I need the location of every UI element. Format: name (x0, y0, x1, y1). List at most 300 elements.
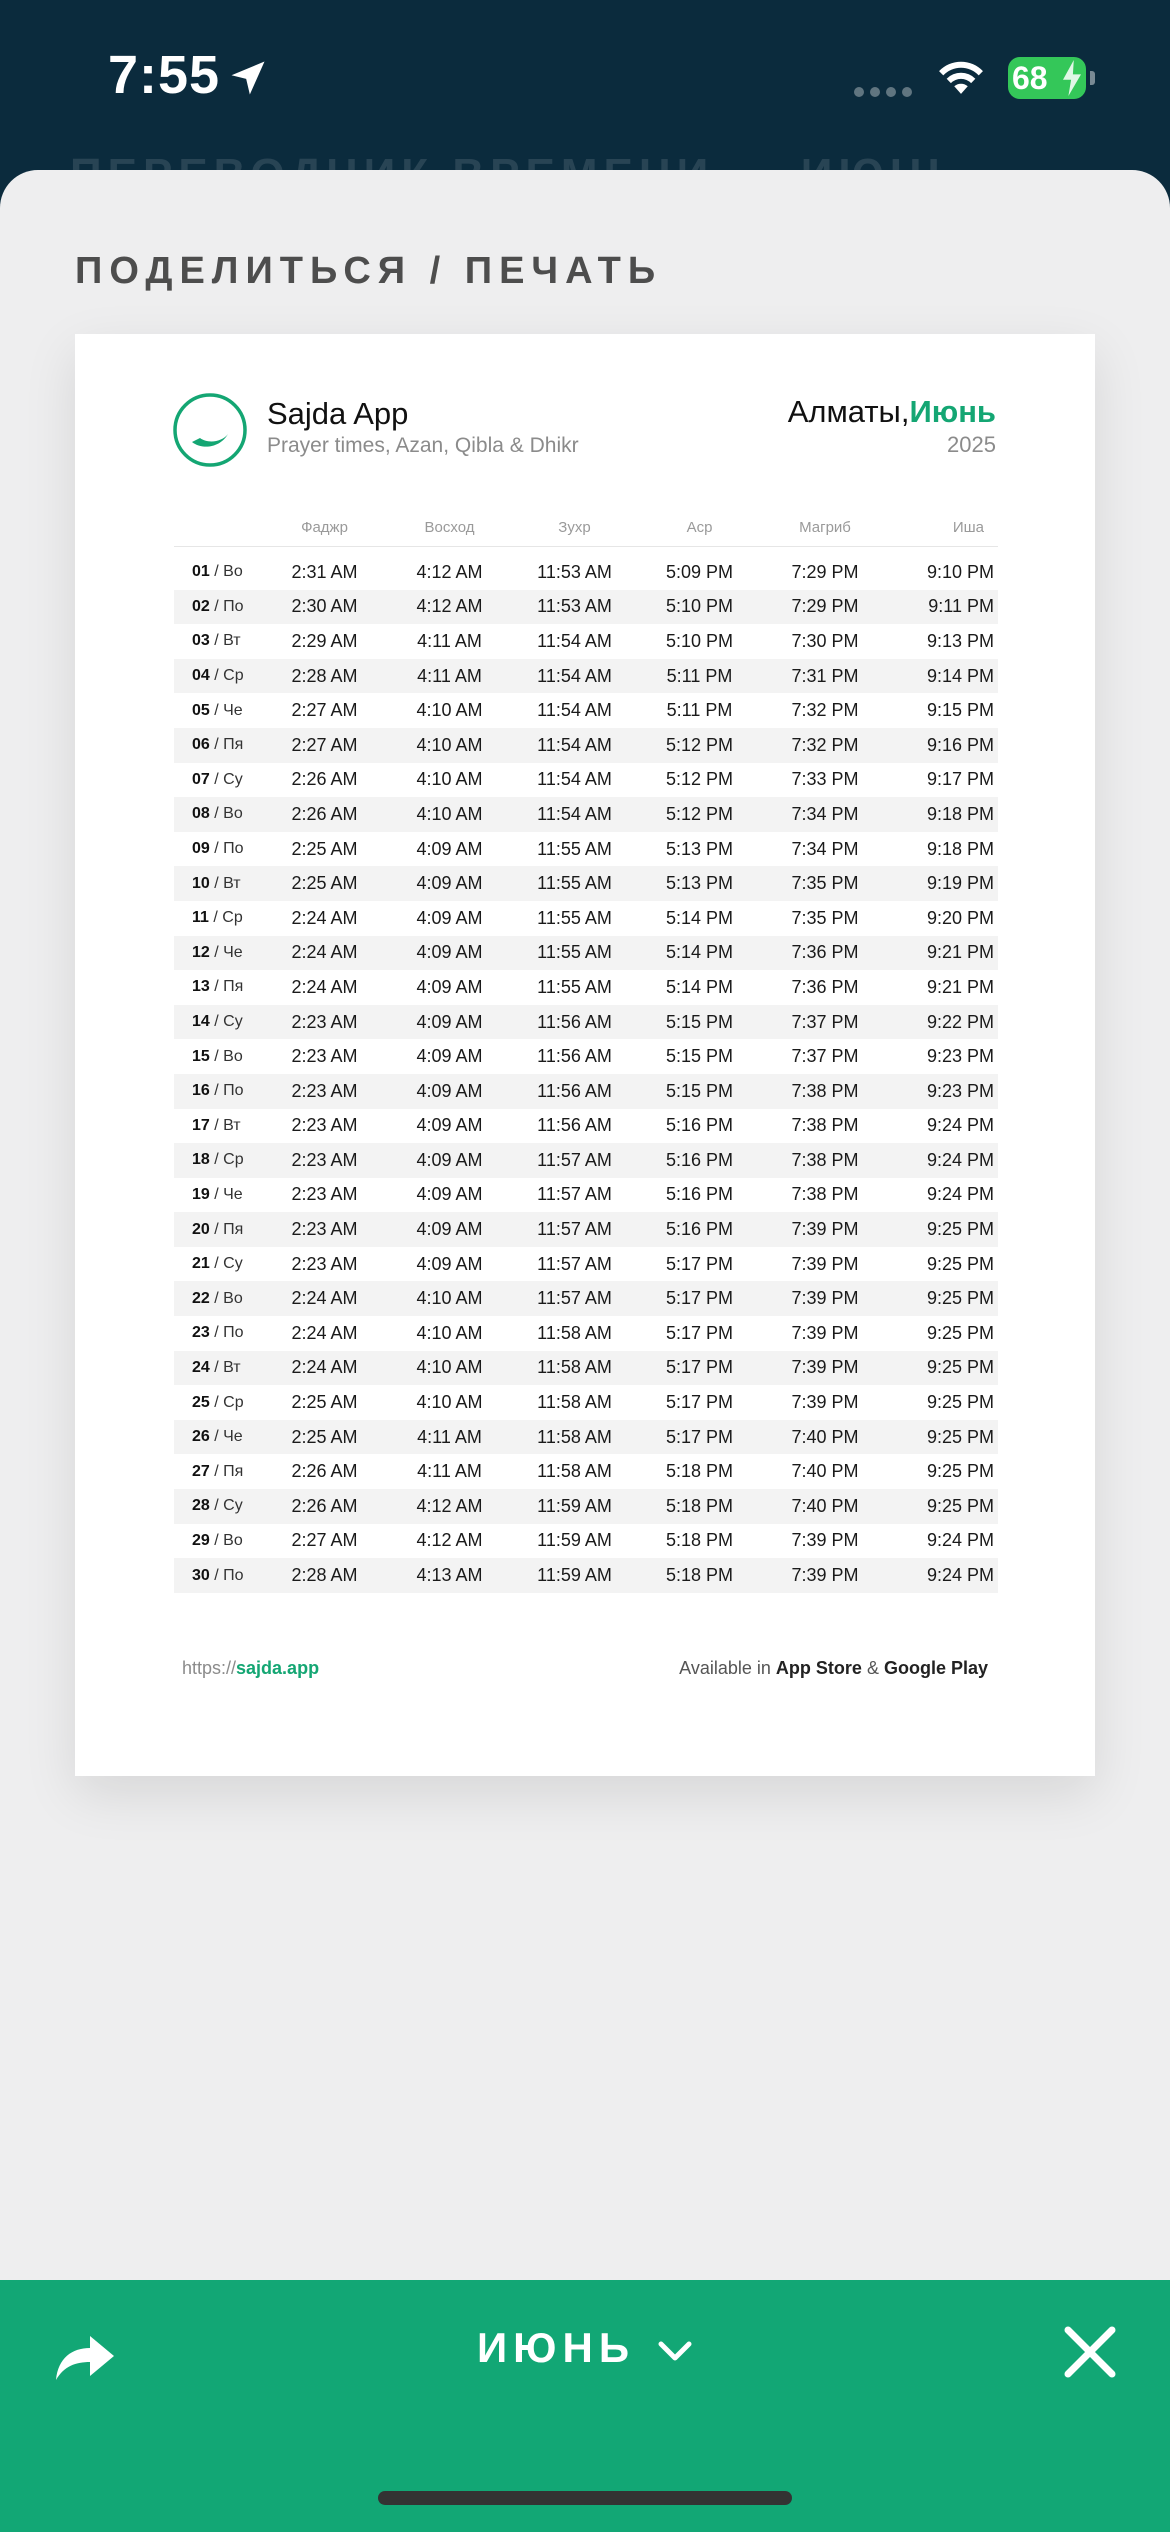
isha-time: 9:22 PM (926, 1011, 994, 1032)
sunrise-time: 4:09 AM (416, 1253, 483, 1274)
asr-time: 5:15 PM (665, 1046, 734, 1067)
sunrise-time: 4:09 AM (416, 838, 483, 859)
maghrib-time: 7:34 PM (791, 838, 859, 859)
table-row (174, 970, 998, 1005)
home-indicator (378, 2491, 792, 2505)
day-separator: / (209, 1151, 224, 1169)
day-of-week: Че (223, 1428, 243, 1446)
header-sunrise: Восход (424, 519, 475, 536)
dhuhr-time: 11:53 AM (537, 596, 612, 617)
day-cell (174, 563, 262, 581)
dhuhr-time: 11:57 AM (537, 1288, 612, 1309)
asr-time: 5:16 PM (665, 1149, 734, 1170)
isha-time: 9:10 PM (926, 561, 994, 582)
sunrise-time: 4:09 AM (416, 1011, 483, 1032)
day-cell (174, 1117, 262, 1135)
maghrib-time: 7:37 PM (791, 1046, 859, 1067)
table-row (174, 1489, 998, 1524)
maghrib-time: 7:40 PM (791, 1426, 859, 1447)
dhuhr-time: 11:59 AM (537, 1565, 612, 1586)
day-separator: / (209, 701, 224, 719)
maghrib-time: 7:38 PM (791, 1115, 859, 1136)
day-of-week: Ср (222, 909, 243, 927)
maghrib-time: 7:39 PM (791, 1565, 859, 1586)
fajr-time: 2:27 AM (291, 700, 358, 721)
day-number: 04 (192, 667, 210, 685)
asr-time: 5:11 PM (666, 665, 733, 686)
asr-time: 5:16 PM (665, 1115, 734, 1136)
asr-time: 5:12 PM (665, 769, 734, 790)
dhuhr-time: 11:54 AM (537, 769, 612, 790)
table-row (174, 1109, 998, 1144)
dhuhr-time: 11:58 AM (537, 1426, 612, 1447)
chevron-down-icon (657, 2339, 693, 2363)
app-name: Sajda App (267, 396, 409, 431)
dhuhr-time: 11:56 AM (537, 1046, 612, 1067)
footer-url (182, 1658, 319, 1679)
isha-time: 9:18 PM (926, 838, 994, 859)
day-of-week: Су (223, 1255, 243, 1273)
fajr-time: 2:26 AM (291, 803, 358, 824)
maghrib-time: 7:32 PM (791, 700, 859, 721)
sunrise-time: 4:09 AM (416, 976, 483, 997)
dhuhr-time: 11:55 AM (537, 838, 612, 859)
table-row (174, 693, 998, 728)
location-arrow-icon (226, 56, 270, 100)
day-cell (174, 1151, 262, 1169)
header-maghrib: Магриб (799, 519, 851, 536)
isha-time: 9:24 PM (926, 1184, 994, 1205)
day-of-week: По (223, 840, 244, 858)
asr-time: 5:18 PM (665, 1565, 734, 1586)
sunrise-time: 4:09 AM (416, 1149, 483, 1170)
table-row (174, 763, 998, 798)
table-row (174, 832, 998, 867)
asr-time: 5:17 PM (665, 1322, 734, 1343)
day-separator: / (209, 1255, 224, 1273)
day-cell (174, 1428, 262, 1446)
day-separator: / (209, 1324, 224, 1342)
sunrise-time: 4:11 AM (417, 665, 482, 686)
fajr-time: 2:25 AM (291, 873, 358, 894)
fajr-time: 2:23 AM (291, 1046, 358, 1067)
day-separator: / (209, 1531, 224, 1549)
sunrise-time: 4:09 AM (416, 1080, 483, 1101)
day-cell (174, 1048, 262, 1066)
day-cell (174, 1324, 262, 1342)
asr-time: 5:09 PM (665, 561, 734, 582)
asr-time: 5:14 PM (665, 907, 734, 928)
header-day (174, 510, 262, 546)
isha-time: 9:15 PM (926, 700, 994, 721)
day-of-week: Во (223, 1289, 243, 1307)
day-separator: / (208, 909, 223, 927)
fajr-time: 2:31 AM (291, 561, 358, 582)
maghrib-time: 7:39 PM (791, 1219, 859, 1240)
dhuhr-time: 11:54 AM (537, 700, 612, 721)
day-cell (174, 1221, 262, 1239)
maghrib-time: 7:39 PM (791, 1288, 859, 1309)
table-row (174, 1385, 998, 1420)
day-of-week: Че (223, 1185, 243, 1203)
table-row (174, 555, 998, 590)
day-separator: / (209, 1393, 224, 1411)
fajr-time: 2:28 AM (291, 1565, 358, 1586)
isha-time: 9:16 PM (926, 734, 994, 755)
dhuhr-time: 11:59 AM (537, 1495, 612, 1516)
day-number: 26 (192, 1428, 210, 1446)
day-separator: / (209, 597, 224, 615)
header-asr: Аср (686, 519, 713, 536)
maghrib-time: 7:29 PM (791, 596, 859, 617)
maghrib-time: 7:29 PM (791, 561, 859, 582)
sunrise-time: 4:10 AM (416, 1392, 483, 1413)
asr-time: 5:15 PM (665, 1080, 734, 1101)
table-row (174, 1039, 998, 1074)
isha-time: 9:23 PM (926, 1046, 994, 1067)
fajr-time: 2:24 AM (291, 1288, 358, 1309)
day-cell (174, 909, 262, 927)
maghrib-time: 7:40 PM (791, 1495, 859, 1516)
sunrise-time: 4:11 AM (417, 1461, 482, 1482)
day-of-week: Вт (223, 1358, 241, 1376)
sajda-logo-icon (172, 392, 248, 468)
status-bar (0, 0, 1170, 170)
asr-time: 5:12 PM (665, 803, 734, 824)
day-of-week: Ср (223, 667, 244, 685)
day-separator: / (209, 1566, 224, 1584)
dhuhr-time: 11:57 AM (537, 1219, 612, 1240)
fajr-time: 2:24 AM (291, 907, 358, 928)
day-of-week: Че (223, 701, 243, 719)
battery-level: 68 (1012, 60, 1048, 96)
day-of-week: Вт (223, 874, 241, 892)
asr-time: 5:12 PM (665, 734, 734, 755)
day-of-week: По (223, 1566, 244, 1584)
day-separator: / (209, 736, 224, 754)
maghrib-time: 7:38 PM (791, 1149, 859, 1170)
sunrise-time: 4:09 AM (416, 873, 483, 894)
google-play-label: Google Play (883, 1658, 988, 1678)
maghrib-time: 7:39 PM (791, 1322, 859, 1343)
day-separator: / (209, 1013, 224, 1031)
day-of-week: По (223, 1324, 244, 1342)
day-number: 06 (192, 736, 210, 754)
isha-time: 9:25 PM (926, 1426, 994, 1447)
dhuhr-time: 11:58 AM (537, 1392, 612, 1413)
sunrise-time: 4:09 AM (416, 1046, 483, 1067)
day-number: 02 (192, 597, 210, 615)
city-name: Алматы, (787, 394, 910, 429)
asr-time: 5:17 PM (665, 1288, 734, 1309)
day-number: 22 (192, 1289, 210, 1307)
day-separator: / (209, 1358, 224, 1376)
day-number: 15 (192, 1047, 210, 1065)
table-row (174, 1281, 998, 1316)
day-cell (174, 1463, 262, 1481)
fajr-time: 2:27 AM (291, 1530, 358, 1551)
day-of-week: Во (223, 1531, 243, 1549)
sunrise-time: 4:13 AM (416, 1565, 483, 1586)
asr-time: 5:11 PM (666, 700, 733, 721)
isha-time: 9:23 PM (926, 1080, 994, 1101)
prayer-timetable-preview[interactable] (75, 334, 1095, 1776)
asr-time: 5:18 PM (665, 1461, 734, 1482)
day-cell (174, 1567, 262, 1585)
dhuhr-time: 11:55 AM (537, 907, 612, 928)
isha-time: 9:24 PM (926, 1149, 994, 1170)
dhuhr-time: 11:55 AM (537, 873, 612, 894)
table-row (174, 659, 998, 694)
day-cell (174, 1082, 262, 1100)
maghrib-time: 7:35 PM (791, 907, 859, 928)
table-row (174, 901, 998, 936)
day-of-week: Че (223, 943, 243, 961)
day-cell (174, 1186, 262, 1204)
close-icon[interactable] (1062, 2324, 1118, 2380)
day-number: 16 (192, 1082, 210, 1100)
asr-time: 5:14 PM (665, 976, 734, 997)
fajr-time: 2:25 AM (291, 1392, 358, 1413)
day-number: 24 (192, 1358, 210, 1376)
dhuhr-time: 11:54 AM (537, 803, 612, 824)
day-number: 09 (192, 840, 210, 858)
fajr-time: 2:23 AM (291, 1115, 358, 1136)
day-cell (174, 1532, 262, 1550)
table-row (174, 624, 998, 659)
sunrise-time: 4:12 AM (416, 596, 483, 617)
day-cell (174, 667, 262, 685)
dhuhr-time: 11:58 AM (537, 1322, 612, 1343)
fajr-time: 2:27 AM (291, 734, 358, 755)
day-number: 21 (192, 1255, 210, 1273)
day-separator: / (209, 1428, 224, 1446)
sunrise-time: 4:10 AM (416, 1288, 483, 1309)
sunrise-time: 4:09 AM (416, 1184, 483, 1205)
day-separator: / (209, 978, 224, 996)
dhuhr-time: 11:57 AM (537, 1184, 612, 1205)
sunrise-time: 4:09 AM (416, 907, 483, 928)
maghrib-time: 7:34 PM (791, 803, 859, 824)
footer-stores (679, 1658, 988, 1679)
header-isha: Иша (952, 519, 984, 536)
fajr-time: 2:26 AM (291, 769, 358, 790)
year-label: 2025 (947, 432, 996, 457)
sunrise-time: 4:10 AM (416, 803, 483, 824)
cellular-signal-icon (854, 84, 918, 102)
battery-cap (1090, 71, 1095, 85)
day-of-week: По (223, 1082, 244, 1100)
fajr-time: 2:23 AM (291, 1080, 358, 1101)
day-separator: / (209, 563, 224, 581)
maghrib-time: 7:36 PM (791, 976, 859, 997)
day-separator: / (209, 874, 224, 892)
day-number: 01 (192, 563, 210, 581)
day-of-week: Во (223, 1047, 243, 1065)
table-row (174, 936, 998, 971)
maghrib-time: 7:40 PM (791, 1461, 859, 1482)
table-row (174, 1143, 998, 1178)
day-of-week: Су (223, 1497, 243, 1515)
maghrib-time: 7:33 PM (791, 769, 859, 790)
dhuhr-time: 11:59 AM (537, 1530, 612, 1551)
day-separator: / (209, 840, 224, 858)
day-number: 20 (192, 1220, 210, 1238)
table-row (174, 1178, 998, 1213)
fajr-time: 2:25 AM (291, 838, 358, 859)
dhuhr-time: 11:54 AM (537, 665, 612, 686)
maghrib-time: 7:38 PM (791, 1184, 859, 1205)
sunrise-time: 4:09 AM (416, 1115, 483, 1136)
day-number: 08 (192, 805, 210, 823)
table-row (174, 728, 998, 763)
day-of-week: Пя (223, 978, 244, 996)
charging-bolt-icon (1061, 60, 1083, 96)
maghrib-time: 7:36 PM (791, 942, 859, 963)
sunrise-time: 4:10 AM (416, 769, 483, 790)
sunrise-time: 4:12 AM (416, 1495, 483, 1516)
maghrib-time: 7:30 PM (791, 630, 859, 651)
fajr-time: 2:23 AM (291, 1253, 358, 1274)
dhuhr-time: 11:57 AM (537, 1149, 612, 1170)
maghrib-time: 7:39 PM (791, 1392, 859, 1413)
app-store-label: App Store (775, 1658, 862, 1678)
maghrib-time: 7:38 PM (791, 1080, 859, 1101)
asr-time: 5:10 PM (665, 596, 734, 617)
dhuhr-time: 11:58 AM (537, 1357, 612, 1378)
day-number: 11 (192, 909, 209, 927)
month-selector-label: ИЮНЬ (476, 2324, 636, 2371)
maghrib-time: 7:35 PM (791, 873, 859, 894)
day-separator: / (209, 632, 224, 650)
day-of-week: Вт (223, 1116, 241, 1134)
day-number: 18 (192, 1151, 210, 1169)
fajr-time: 2:23 AM (291, 1219, 358, 1240)
day-number: 10 (192, 874, 210, 892)
asr-time: 5:15 PM (665, 1011, 734, 1032)
fajr-time: 2:23 AM (291, 1149, 358, 1170)
fajr-time: 2:30 AM (291, 596, 358, 617)
day-cell (174, 598, 262, 616)
day-cell (174, 1497, 262, 1515)
table-row (174, 1316, 998, 1351)
header-dhuhr: Зухр (558, 519, 591, 536)
fajr-time: 2:24 AM (291, 976, 358, 997)
table-row (174, 1005, 998, 1040)
table-row (174, 1351, 998, 1386)
table-row (174, 1558, 998, 1593)
day-separator: / (209, 667, 224, 685)
sunrise-time: 4:11 AM (417, 1426, 482, 1447)
fajr-time: 2:26 AM (291, 1461, 358, 1482)
isha-time: 9:17 PM (926, 769, 994, 790)
asr-time: 5:17 PM (665, 1253, 734, 1274)
day-of-week: Во (223, 805, 243, 823)
day-cell (174, 944, 262, 962)
dhuhr-time: 11:54 AM (537, 630, 612, 651)
isha-time: 9:25 PM (926, 1253, 994, 1274)
maghrib-time: 7:39 PM (791, 1357, 859, 1378)
table-row (174, 1212, 998, 1247)
fajr-time: 2:24 AM (291, 1357, 358, 1378)
isha-time: 9:25 PM (926, 1392, 994, 1413)
fajr-time: 2:23 AM (291, 1011, 358, 1032)
day-separator: / (209, 1082, 224, 1100)
day-separator: / (209, 805, 224, 823)
app-subtitle: Prayer times, Azan, Qibla & Dhikr (267, 434, 579, 457)
day-number: 03 (192, 632, 210, 650)
day-number: 05 (192, 701, 210, 719)
url-prefix: https:// (182, 1658, 237, 1678)
day-separator: / (209, 1185, 224, 1203)
day-cell (174, 771, 262, 789)
table-row (174, 797, 998, 832)
isha-time: 9:25 PM (926, 1495, 994, 1516)
header-fajr: Фаджр (301, 519, 348, 536)
isha-time: 9:24 PM (926, 1530, 994, 1551)
day-separator: / (209, 1462, 224, 1480)
asr-time: 5:14 PM (665, 942, 734, 963)
sunrise-time: 4:11 AM (417, 630, 482, 651)
isha-time: 9:19 PM (926, 873, 994, 894)
day-number: 30 (192, 1566, 210, 1584)
wifi-icon (934, 56, 988, 98)
day-of-week: Во (223, 563, 243, 581)
sunrise-time: 4:09 AM (416, 942, 483, 963)
fajr-time: 2:26 AM (291, 1495, 358, 1516)
day-cell (174, 1013, 262, 1031)
table-header (174, 510, 998, 547)
city-month-heading (788, 394, 996, 430)
day-of-week: Су (223, 1013, 243, 1031)
fajr-time: 2:28 AM (291, 665, 358, 686)
day-separator: / (209, 1497, 224, 1515)
sunrise-time: 4:10 AM (416, 734, 483, 755)
table-row (174, 1454, 998, 1489)
day-cell (174, 1290, 262, 1308)
isha-time: 9:20 PM (926, 907, 994, 928)
day-cell (174, 840, 262, 858)
day-number: 07 (192, 770, 210, 788)
day-cell (174, 632, 262, 650)
day-of-week: Пя (223, 736, 244, 754)
day-of-week: Ср (223, 1151, 244, 1169)
day-number: 28 (192, 1497, 210, 1515)
table-row (174, 1074, 998, 1109)
day-separator: / (209, 1116, 224, 1134)
asr-time: 5:13 PM (665, 873, 734, 894)
day-cell (174, 978, 262, 996)
dhuhr-time: 11:57 AM (537, 1253, 612, 1274)
share-print-sheet (0, 170, 1170, 2280)
day-number: 12 (192, 943, 210, 961)
month-selector[interactable] (0, 2324, 1170, 2372)
maghrib-time: 7:39 PM (791, 1253, 859, 1274)
dhuhr-time: 11:56 AM (537, 1011, 612, 1032)
sheet-title: ПОДЕЛИТЬСЯ / ПЕЧАТЬ (75, 250, 663, 292)
url-domain: sajda.app (236, 1658, 320, 1678)
month-name: Июнь (909, 394, 996, 429)
dhuhr-time: 11:55 AM (537, 942, 612, 963)
isha-time: 9:14 PM (926, 665, 994, 686)
day-of-week: Пя (223, 1220, 244, 1238)
sunrise-time: 4:10 AM (416, 1357, 483, 1378)
asr-time: 5:18 PM (665, 1495, 734, 1516)
day-cell (174, 702, 262, 720)
isha-time: 9:25 PM (926, 1288, 994, 1309)
sunrise-time: 4:10 AM (416, 700, 483, 721)
dhuhr-time: 11:56 AM (537, 1115, 612, 1136)
